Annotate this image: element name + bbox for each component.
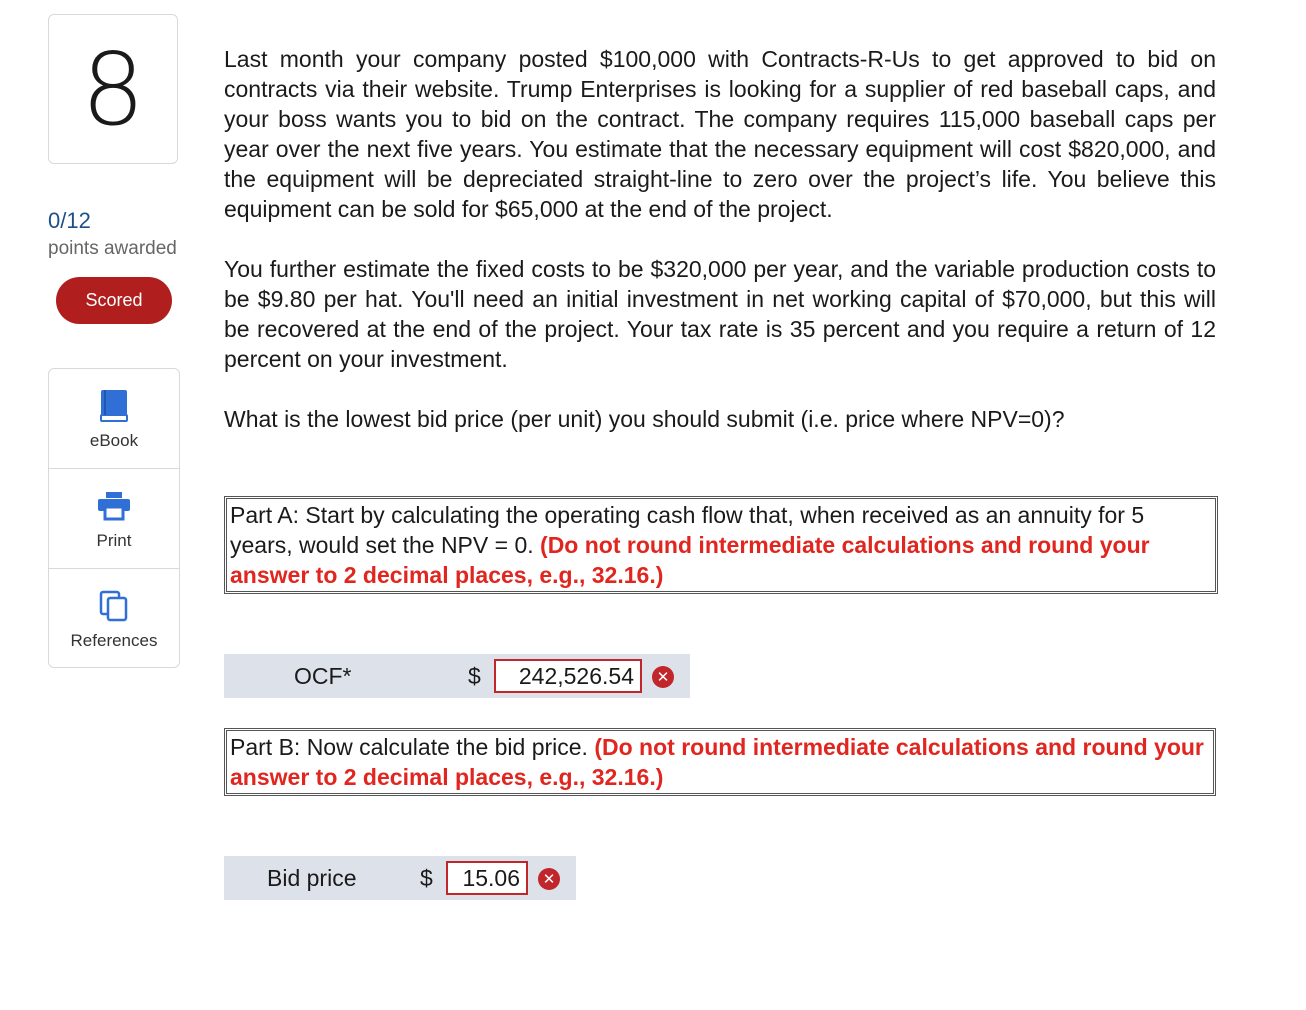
question-body [224, 44, 1216, 434]
problem-paragraph-2: You further estimate the fixed costs to be $320,000 per year, and the variable production costs to be $9.80 per hat. You'll need an initial investment in net working capital of $70,000, but this will be recovered at the end of the project. Your tax rate is 35 percent and you require a return of 12 percent on your investment. [224, 256, 1216, 372]
ocf-input[interactable]: 242,526.54 [494, 659, 642, 693]
copy-icon [99, 589, 129, 623]
references-label: References [70, 631, 158, 650]
score-value: 0/12 [48, 208, 91, 233]
ebook-label: eBook [89, 431, 139, 450]
part-a-box [224, 496, 1218, 594]
scored-badge: Scored [56, 277, 172, 324]
print-label: Print [96, 531, 132, 550]
book-icon [99, 389, 129, 423]
tools-panel [48, 368, 180, 668]
question-number: 8 [48, 14, 178, 164]
incorrect-icon: ✕ [652, 666, 674, 688]
ocf-answer-row [224, 654, 690, 698]
bid-price-currency: $ [420, 864, 433, 891]
ocf-currency: $ [468, 662, 481, 689]
printer-icon [97, 489, 131, 523]
problem-paragraph-1: Last month your company posted $100,000 with Contracts-R-Us to get approved to bid on contracts via their website. Trump Enterprises is looking for a supplier of red baseball caps, and your boss wants you to bid on the contract. The company requires 115,000 baseball caps per year over the next five years. You estimate that the necessary equipment will cost $820,000, and the equipment will be depreciated straight-line to zero over the project’s life. You believe this equipment can be sold for $65,000 at the end of the project. [224, 46, 1216, 222]
bid-price-answer-row [224, 856, 576, 900]
score-label: points awarded [48, 238, 177, 259]
bid-price-label: Bid price [267, 864, 357, 891]
references-button[interactable] [49, 569, 179, 667]
part-b-box [224, 728, 1216, 796]
ebook-button[interactable] [49, 369, 179, 469]
print-button[interactable] [49, 469, 179, 569]
question-prompt: What is the lowest bid price (per unit) you should submit (i.e. price where NPV=0)? [224, 406, 1065, 432]
incorrect-icon: ✕ [538, 868, 560, 890]
score-block [48, 208, 198, 260]
bid-price-input[interactable]: 15.06 [446, 861, 528, 895]
ocf-label: OCF* [294, 662, 352, 689]
part-b-instruction: (Do not round intermediate calculations and round your answer to 2 decimal places, e.g., 32.16.) [230, 734, 1204, 790]
part-a-text: Part A: Start by calculating the operating cash flow that, when received as an annuity for 5 years, would set the NPV = 0. [230, 502, 1145, 558]
part-b-text: Part B: Now calculate the bid price. [230, 734, 595, 760]
part-a-instruction: (Do not round intermediate calculations and round your answer to 2 decimal places, e.g., 32.16.) [230, 532, 1150, 588]
